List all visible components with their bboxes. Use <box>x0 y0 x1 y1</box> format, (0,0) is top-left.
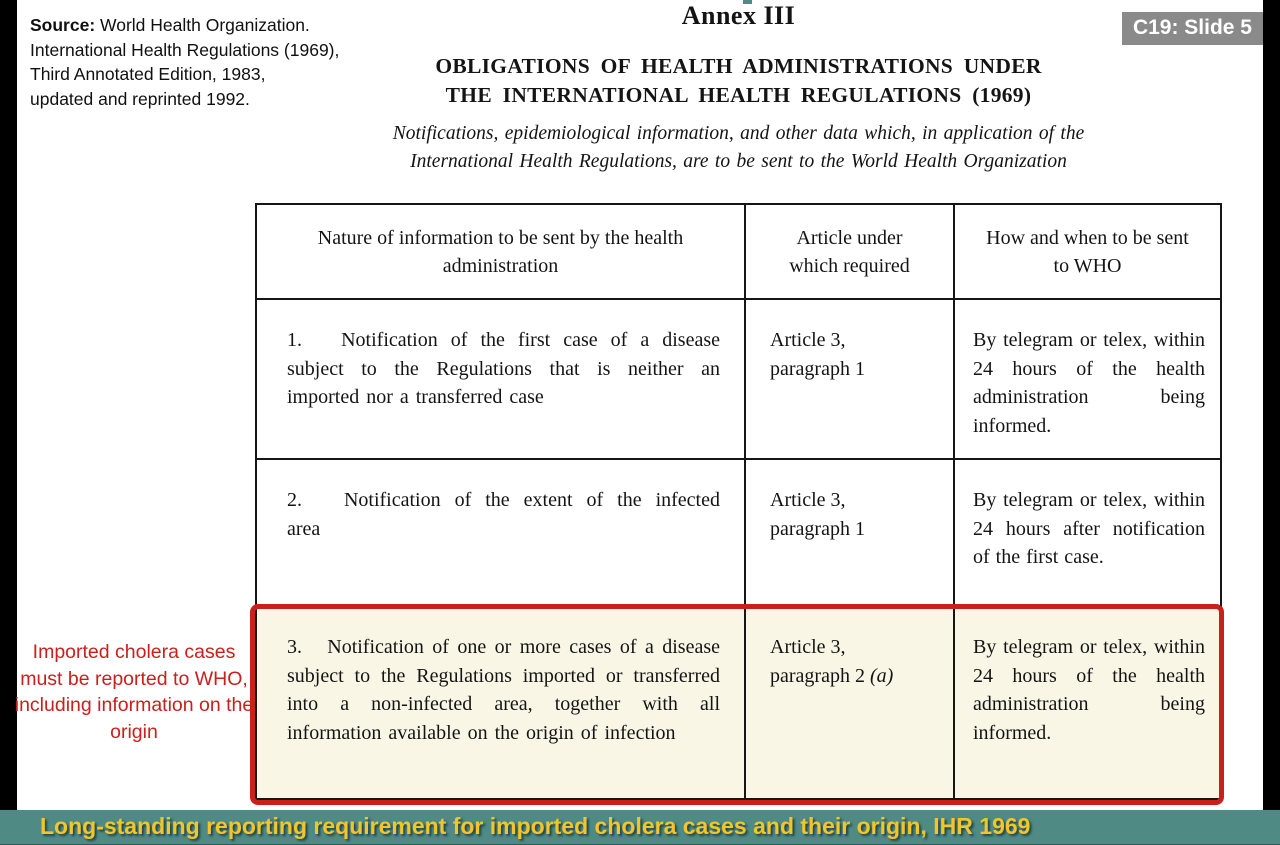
document-subtitle-line1: Notifications, epidemiological information, and other data which, in application of the <box>392 123 1085 144</box>
row2-article-line1: Article 3, <box>770 489 846 511</box>
caption-bar: Long-standing reporting requirement for imported cholera cases and their origin, IHR 1969 <box>0 810 1280 845</box>
source-line2: International Health Regulations (1969), <box>30 39 340 60</box>
table-row1-nature: 1. Notification of the first case of a disease subject to the Regulations that is neither an imported nor a transferred case <box>257 300 746 460</box>
row3-article-italic: (a) <box>869 664 894 687</box>
document-title-line1: OBLIGATIONS OF HEALTH ADMINISTRATIONS UNDER <box>435 54 1042 78</box>
table-header-article: Article under which required <box>746 205 955 300</box>
row3-article-line2: paragraph 2 <box>770 664 870 687</box>
source-label: Source: <box>30 15 96 35</box>
document-title <box>255 52 1222 110</box>
document-subtitle <box>255 120 1222 175</box>
source-line1: World Health Organization. <box>95 15 310 35</box>
table-header-nature: Nature of information to be sent by the health administration <box>257 205 746 300</box>
table-row2-nature: 2. Notification of the extent of the infected area <box>257 460 746 607</box>
table-row1-how: By telegram or telex, within 24 hours of the health administration being informed. <box>955 300 1220 460</box>
regulations-table <box>255 203 1222 800</box>
row3-article-line1: Article 3, <box>770 636 846 658</box>
row1-article-line1: Article 3, <box>770 329 846 351</box>
side-annotation: Imported cholera cases must be reported to WHO, including information on the origin <box>14 641 254 743</box>
table-row2-how: By telegram or telex, within 24 hours after notification of the first case. <box>955 460 1220 607</box>
annex-heading: Annex III <box>681 1 796 30</box>
table-header-how: How and when to be sent to WHO <box>955 205 1220 300</box>
table-row1-article <box>746 300 955 460</box>
table-row3-nature: 3. Notification of one or more cases of a disease subject to the Regulations imported or transferred into a non-infected area, together with all information available on the origin of infection <box>257 607 746 798</box>
slide-number-badge: C19: Slide 5 <box>1122 12 1263 45</box>
right-edge-strip <box>1263 0 1280 812</box>
document-title-line2: THE INTERNATIONAL HEALTH REGULATIONS (1969) <box>445 83 1032 107</box>
row2-article-line2: paragraph 1 <box>770 517 865 540</box>
table-row3-article <box>746 607 955 798</box>
table-row3-how: By telegram or telex, within 24 hours of the health administration being informed. <box>973 636 1205 744</box>
source-line4: updated and reprinted 1992. <box>30 88 250 109</box>
document-subtitle-line2: International Health Regulations, are to be sent to the World Health Organization <box>410 150 1067 172</box>
source-line3: Third Annotated Edition, 1983, <box>30 64 266 84</box>
table-row2-article <box>746 460 955 607</box>
row1-article-line2: paragraph 1 <box>770 357 865 380</box>
